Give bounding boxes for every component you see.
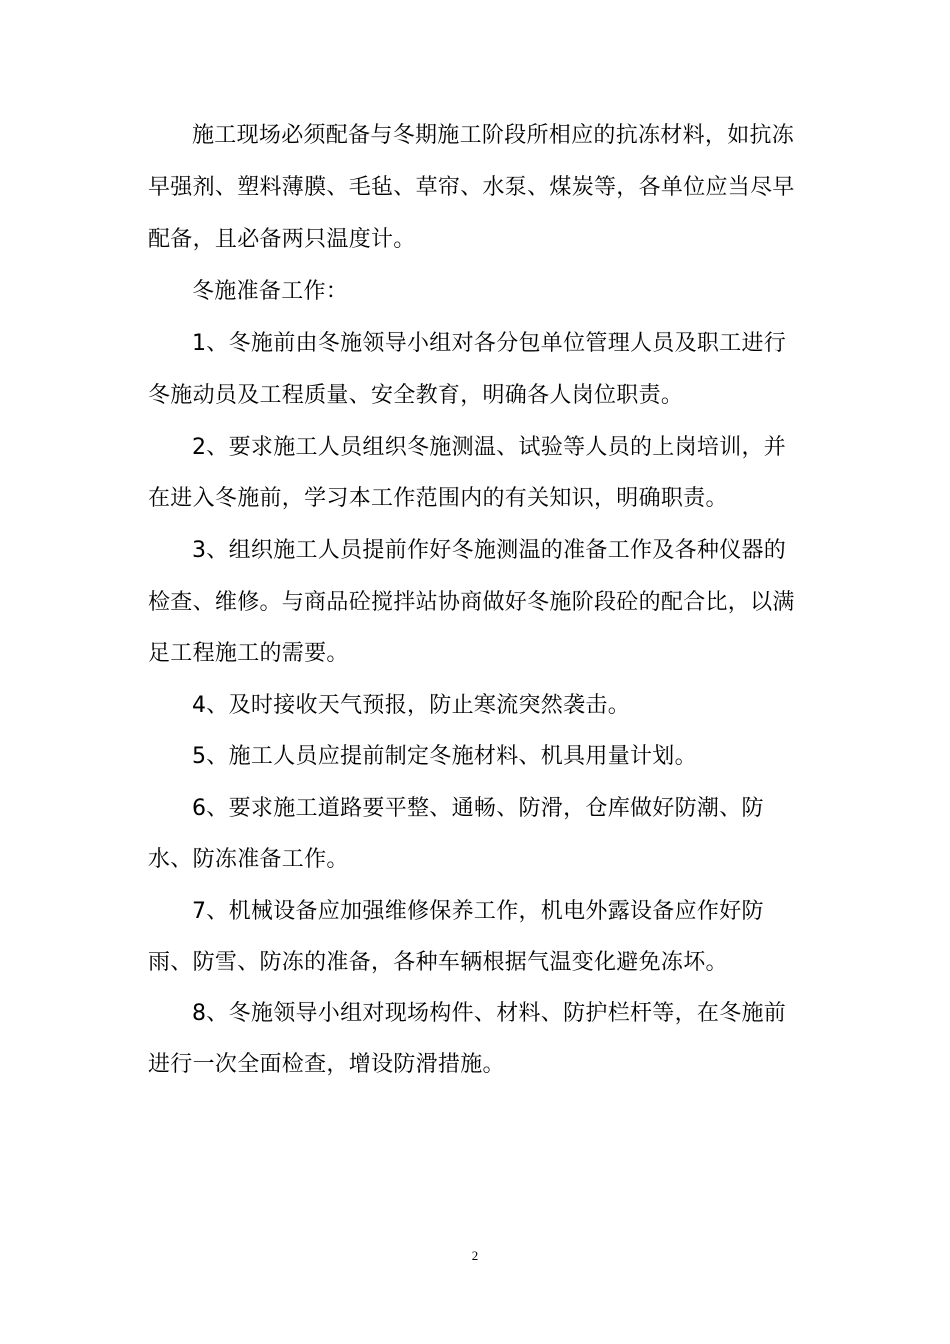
list-item-line: 冬施动员及工程质量、安全教育，明确各人岗位职责。 — [148, 383, 684, 408]
list-item-line: 在进入冬施前，学习本工作范围内的有关知识，明确职责。 — [148, 486, 728, 511]
list-item-line: 5、施工人员应提前制定冬施材料、机具用量计划。 — [192, 744, 697, 769]
paragraph-line: 早强剂、塑料薄膜、毛毡、草帘、水泵、煤炭等，各单位应当尽早 — [148, 175, 795, 200]
page-number: 2 — [471, 1248, 479, 1263]
section-heading: 冬施准备工作： — [192, 279, 349, 304]
list-item-line: 6、要求施工道路要平整、通畅、防滑，仓库做好防潮、防 — [192, 796, 764, 821]
list-item-line: 检查、维修。与商品砼搅拌站协商做好冬施阶段砼的配合比，以满 — [148, 590, 795, 615]
list-item-line: 进行一次全面检查，增设防滑措施。 — [148, 1052, 505, 1077]
list-item-line: 2、要求施工人员组织冬施测温、试验等人员的上岗培训，并 — [192, 435, 787, 460]
list-item-line: 3、组织施工人员提前作好冬施测温的准备工作及各种仪器的 — [192, 538, 787, 563]
list-item-line: 水、防冻准备工作。 — [148, 847, 349, 872]
list-item-line: 7、机械设备应加强维修保养工作，机电外露设备应作好防 — [192, 899, 764, 924]
list-item-line: 4、及时接收天气预报，防止寒流突然袭击。 — [192, 693, 630, 718]
list-item-line: 雨、防雪、防冻的准备，各种车辆根据气温变化避免冻坏。 — [148, 950, 728, 975]
list-item-line: 8、冬施领导小组对现场构件、材料、防护栏杆等，在冬施前 — [192, 1001, 787, 1026]
paragraph-line: 配备，且必备两只温度计。 — [148, 227, 416, 252]
list-item-line: 1、冬施前由冬施领导小组对各分包单位管理人员及职工进行 — [192, 331, 787, 356]
paragraph-line: 施工现场必须配备与冬期施工阶段所相应的抗冻材料，如抗冻 — [192, 123, 795, 148]
list-item-line: 足工程施工的需要。 — [148, 641, 349, 666]
